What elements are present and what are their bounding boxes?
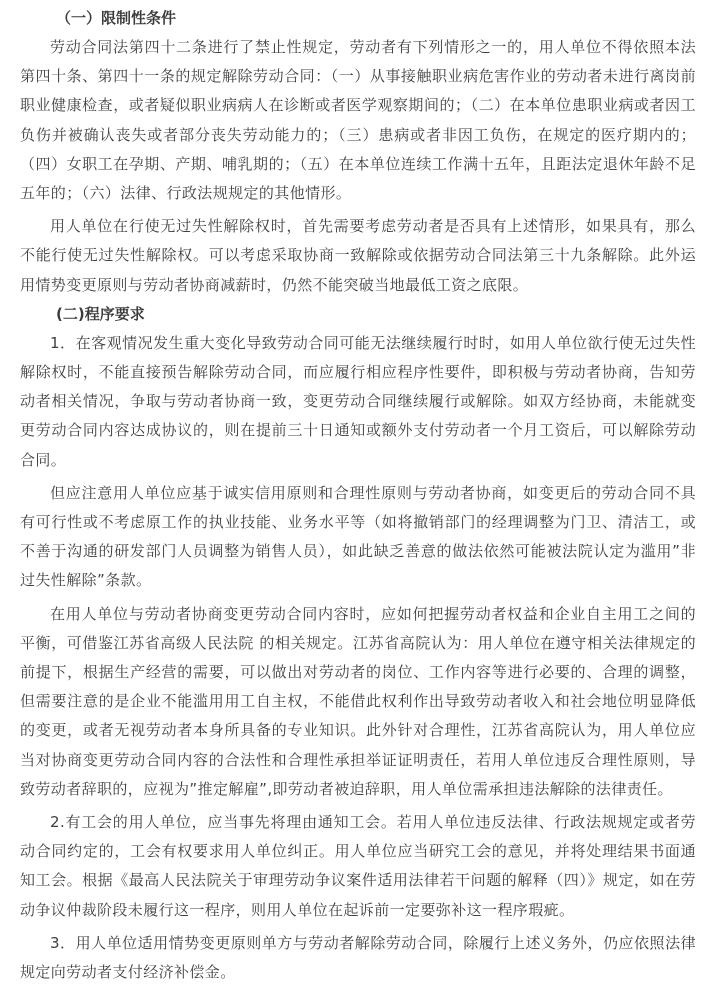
paragraph-procedure-1: 1．在客观情况发生重大变化导致劳动合同可能无法继续履行时时，如用人单位欲行使无过失性解除权时，不能直接预告解除劳动合同，而应履行相应程序性要件，即积极与劳动者协商，告知劳动者相关情况，争取与劳动者协商一致，变更劳动合同继续履行或解除。如双方经协商，未能就变更劳动合同内容达成协议的，则在提前三十日通知或额外支付劳动者一个月工资后，可以解除劳动合同。 xyxy=(20,333,696,469)
section-heading-procedural: (二)程序要求 xyxy=(56,304,145,323)
paragraph-procedure-3-compensation: 3．用人单位适用情势变更原则单方与劳动者解除劳动合同，除履行上述义务外，仍应依照法律规定向劳动者支付经济补偿金。 xyxy=(20,933,696,982)
paragraph-procedure-2-union: 2.有工会的用人单位，应当事先将理由通知工会。若用人单位违反法律、行政法规规定或者劳动合同约定的，工会有权要求用人单位纠正。用人单位应当研究工会的意见，并将处理结果书面通知工会。根据《最高人民法院关于审理劳动争议案件适用法律若干问题的解释（四）》规定，如在劳动争议仲裁阶段未履行这一程序，则用人单位在起诉前一定要弥补这一程序瑕疵。 xyxy=(20,813,696,919)
paragraph-no-fault-exercise: 用人单位在行使无过失性解除权时，首先需要考虑劳动者是否具有上述情形，如果具有，那么不能行使无过失性解除权。可以考虑采取协商一致解除或依据劳动合同法第三十九条解除。此外运用情势变更原则与劳动者协商减薪时，仍然不能突破当地最低工资之底限。 xyxy=(20,217,696,294)
document-body xyxy=(20,4,696,987)
paragraph-jiangsu-court: 在用人单位与劳动者协商变更劳动合同内容时，应如何把握劳动者权益和企业自主用工之间的平衡，可借鉴江苏省高级人民法院 的相关规定。江苏省高院认为：用人单位在遵守相关法律规定的前提下，根据生产经营的需要，可以做出对劳动者的岗位、工作内容等进行必要的、合理的调整，但需要注意的是企业不能滥用用工自主权，不能借此权利作出导致劳动者收入和社会地位明显降低的变更，或者无视劳动者本身所具备的专业知识。此外针对合理性，江苏省高院认为，用人单位应当对协商变更劳动合同内容的合法性和合理性承担举证证明责任，若用人单位违反合理性原则，导致劳动者辞职的，应视为”推定解雇”,即劳动者被迫辞职，用人单位需承担违法解除的法律责任。 xyxy=(20,604,696,798)
section-heading-restrictive: （一）限制性条件 xyxy=(56,9,177,27)
paragraph-good-faith: 但应注意用人单位应基于诚实信用原则和合理性原则与劳动者协商，如变更后的劳动合同不具有可行性或不考虑原工作的执业技能、业务水平等（如将撤销部门的经理调整为门卫、清洁工，或不善于沟通的研发部门人员调整为销售人员），如此缺乏善意的做法依然可能被法院认定为滥用”非过失性解除”条款。 xyxy=(20,483,696,590)
paragraph-article-42: 劳动合同法第四十二条进行了禁止性规定，劳动者有下列情形之一的，用人单位不得依照本法第四十条、第四十一条的规定解除劳动合同：（一）从事接触职业病危害作业的劳动者未进行离岗前职业健康检查，或者疑似职业病病人在诊断或者医学观察期间的；（二）在本单位患职业病或者因工负伤并被确认丧失或者部分丧失劳动能力的；（三）患病或者非因工负伤，在规定的医疗期内的；（四）女职工在孕期、产期、哺乳期的；（五）在本单位连续工作满十五年，且距法定退休年龄不足五年的；（六）法律、行政法规规定的其他情形。 xyxy=(20,38,696,203)
